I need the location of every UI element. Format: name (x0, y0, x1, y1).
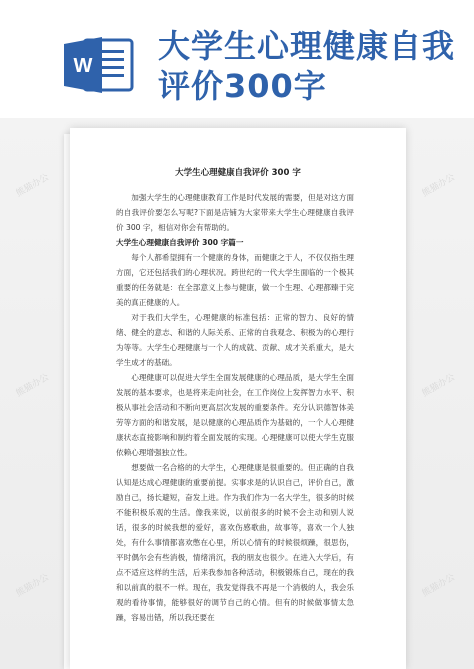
body-paragraph: 对于我们大学生，心理健康的标准包括：正常的智力、良好的情绪、健全的意志、和谐的人际关系、正常的自我观念、积极为的心理行为等等。大学生心理健康与一个人的成就、贡献、成才关系重大，是大学生成才的基础。 (116, 313, 354, 367)
body-paragraph: 心理健康可以促进大学生全面发展健康的心理品质，是大学生全面发展的基本要求，也是将来走向社会，在工作岗位上发挥智力水平、积极从事社会活动和不断向更高层次发展的重要条件。充分认识德智体美劳等方面的和谐发展，是以健康的心理品质作为基础的，一个人心理健康状态直接影响和制约着全面发展的实现。心理健康可以使大学生克服依赖心理增强独立性。 (116, 373, 354, 457)
watermark-text: 熊猫办公 (420, 172, 457, 200)
word-document-icon (62, 34, 136, 96)
header (0, 0, 474, 118)
word-icon-letter: W (73, 55, 93, 77)
body-paragraph: 想要做一名合格的的大学生，心理健康是很重要的。但正确的自我认知是达成心理健康的重要前提。实事求是的认识自己，评价自己，激励自己，扬长避短，奋发上进。作为我们作为一名大学生，很多的时候不能积极乐观的生活。像我来说，以前很多的时候不会主动和别人说话，很多的时候我想的爱好，喜欢伤感歌曲，故事等，喜欢一个人独处，有什么事情都喜欢憋在心里，所以心情有的时候很烦躁，很思伤，平时偶尔会有些消极，情绪消沉，我的朋友也很少。在进入大学后，有点不适应这样的生活，后来我参加各种活动，积极锻炼自己，现在的我和以前真的很不一样。现在，我发觉得我不再是一个消极的人，我会乐观的看待事情，能够很好的调节自己的心情。但有的时候做事情太急躁，容易出错，所以我还要在 (116, 463, 354, 622)
document-sheet (70, 128, 406, 669)
watermark-text: 熊猫办公 (14, 572, 51, 600)
watermark-text: 熊猫办公 (420, 572, 457, 600)
body-paragraph: 每个人都希望拥有一个健康的身体，而健康之于人，不仅仅指生理方面，它还包括我们的心理状况。跨世纪的一代大学生面临的一个极其重要的任务就是：在全部意义上参与健康，做一个生理、心理都臻于完美的真正健康的人。 (116, 253, 354, 307)
document-body (116, 190, 354, 625)
document-title: 大学生心理健康自我评价 300 字 (175, 168, 301, 178)
section-heading: 大学生心理健康自我评价 300 字篇一 (116, 238, 244, 247)
body-paragraph: 加强大学生的心理健康教育工作是时代发展的需要，但是对这方面的自我评价要怎么写呢?下面是店铺为大家带来大学生心理健康自我评价 300 字，相信对你会有帮助的。 (116, 193, 354, 232)
watermark-text: 熊猫办公 (420, 372, 457, 400)
watermark-text: 熊猫办公 (14, 172, 51, 200)
page-title: 大学生心理健康自我评价300字 (158, 27, 456, 105)
document-page-stack (70, 128, 406, 669)
watermark-text: 熊猫办公 (14, 372, 51, 400)
